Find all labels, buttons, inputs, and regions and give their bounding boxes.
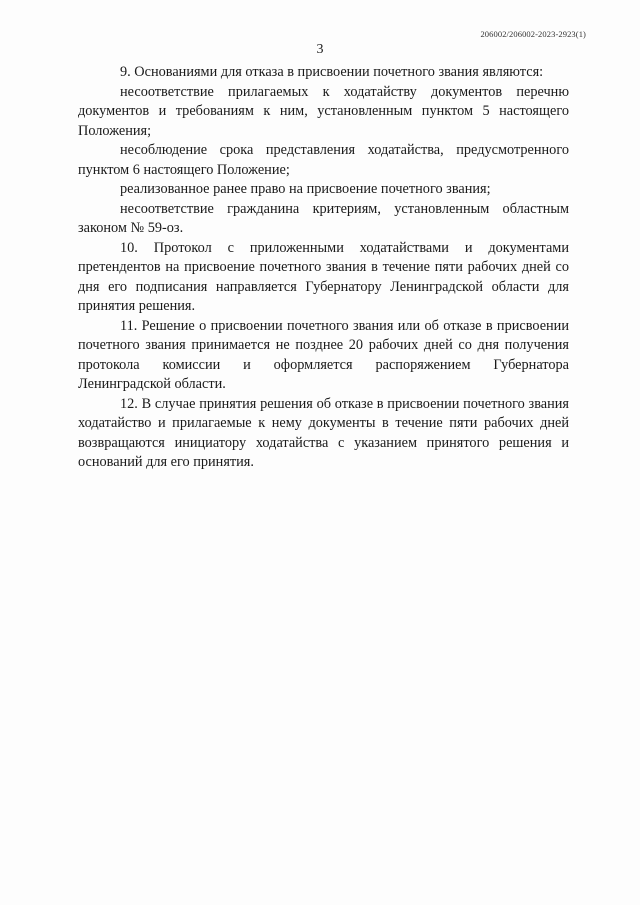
paragraph-9-item-3: реализованное ранее право на присвоение почетного звания;: [120, 181, 491, 197]
paragraph-9-item-1: несоответствие прилагаемых к ходатайству документов перечню документов и требованиям к ним, установленным пунктом 5 настоящего Положения;: [78, 83, 569, 139]
page-number: 3: [316, 42, 324, 57]
document-id: 206002/206002-2023-2923(1): [480, 29, 586, 39]
paragraph-9-intro: 9. Основаниями для отказа в присвоении почетного звания являются:: [120, 64, 544, 80]
paragraph-12: 12. В случае принятия решения об отказе в присвоении почетного звания ходатайство и прилагаемые к нему документы в течение пяти рабочих дней возвращаются инициатору ходатайства с указанием принятого решения и оснований для его принятия.: [78, 395, 569, 470]
document-body: [78, 63, 569, 473]
paragraph-11: 11. Решение о присвоении почетного звания или об отказе в присвоении почетного звания принимается не позднее 20 рабочих дней со дня получения протокола комиссии и оформляется распоряжением Губернатора Ленинградской области.: [78, 317, 569, 392]
paragraph-9-item-2: несоблюдение срока представления ходатайства, предусмотренного пунктом 6 настоящего Положение;: [78, 142, 569, 178]
paragraph-9-item-4: несоответствие гражданина критериям, установленным областным законом № 59-оз.: [78, 200, 569, 236]
paragraph-10: 10. Протокол с приложенными ходатайствами и документами претендентов на присвоение почетного звания в течение пяти рабочих дней со дня его подписания направляется Губернатору Ленинградской области для принятия решения.: [78, 239, 569, 314]
